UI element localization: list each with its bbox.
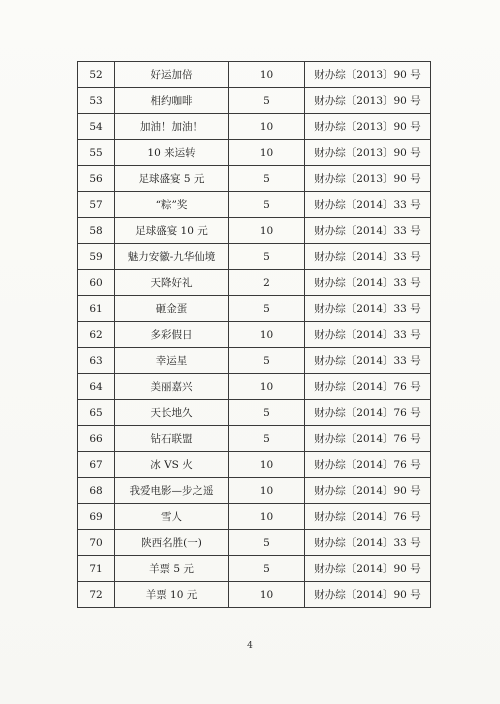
game-name-cell: 雪人	[115, 504, 229, 530]
row-number-cell: 66	[78, 426, 115, 452]
game-name-cell: 幸运星	[115, 348, 229, 374]
game-name-cell: 砸金蛋	[115, 296, 229, 322]
row-number-cell: 67	[78, 452, 115, 478]
game-name-cell: 陕西名胜(一)	[115, 530, 229, 556]
row-number-cell: 63	[78, 348, 115, 374]
row-number-cell: 55	[78, 140, 115, 166]
document-number-cell: 财办综〔2014〕33 号	[305, 296, 431, 322]
game-name-cell: 相约咖啡	[115, 88, 229, 114]
document-number-cell: 财办综〔2014〕33 号	[305, 530, 431, 556]
price-cell: 5	[229, 192, 305, 218]
document-number-cell: 财办综〔2014〕90 号	[305, 556, 431, 582]
row-number-cell: 70	[78, 530, 115, 556]
row-number-cell: 53	[78, 88, 115, 114]
price-cell: 5	[229, 296, 305, 322]
price-cell: 10	[229, 504, 305, 530]
table-row	[78, 114, 431, 140]
price-cell: 10	[229, 322, 305, 348]
page-number: 4	[247, 641, 253, 651]
document-number-cell: 财办综〔2013〕90 号	[305, 88, 431, 114]
game-name-cell: 天长地久	[115, 400, 229, 426]
game-name-cell: 冰 VS 火	[115, 452, 229, 478]
row-number-cell: 68	[78, 478, 115, 504]
table-row	[78, 218, 431, 244]
document-number-cell: 财办综〔2013〕90 号	[305, 166, 431, 192]
game-name-cell: 羊票 5 元	[115, 556, 229, 582]
document-number-cell: 财办综〔2014〕33 号	[305, 322, 431, 348]
table-row	[78, 322, 431, 348]
game-name-cell: 好运加倍	[115, 62, 229, 88]
game-name-cell: 羊票 10 元	[115, 582, 229, 608]
document-number-cell: 财办综〔2014〕90 号	[305, 582, 431, 608]
game-name-cell: 10 来运转	[115, 140, 229, 166]
table-row	[78, 166, 431, 192]
table-row	[78, 478, 431, 504]
price-cell: 5	[229, 166, 305, 192]
lottery-ticket-table	[77, 61, 431, 608]
row-number-cell: 52	[78, 62, 115, 88]
price-cell: 10	[229, 218, 305, 244]
price-cell: 10	[229, 140, 305, 166]
price-cell: 5	[229, 530, 305, 556]
game-name-cell: 我爱电影—步之遥	[115, 478, 229, 504]
table-row	[78, 400, 431, 426]
game-name-cell: 多彩假日	[115, 322, 229, 348]
table-row	[78, 244, 431, 270]
table-row	[78, 348, 431, 374]
row-number-cell: 64	[78, 374, 115, 400]
row-number-cell: 60	[78, 270, 115, 296]
document-number-cell: 财办综〔2014〕33 号	[305, 244, 431, 270]
price-cell: 10	[229, 582, 305, 608]
row-number-cell: 56	[78, 166, 115, 192]
price-cell: 10	[229, 452, 305, 478]
document-number-cell: 财办综〔2014〕76 号	[305, 504, 431, 530]
table-body	[78, 62, 431, 608]
table-row	[78, 452, 431, 478]
price-cell: 5	[229, 426, 305, 452]
row-number-cell: 58	[78, 218, 115, 244]
table-row	[78, 582, 431, 608]
table-row	[78, 530, 431, 556]
price-cell: 10	[229, 478, 305, 504]
row-number-cell: 65	[78, 400, 115, 426]
price-cell: 10	[229, 374, 305, 400]
game-name-cell: 魅力安徽-九华仙境	[115, 244, 229, 270]
price-cell: 5	[229, 556, 305, 582]
row-number-cell: 71	[78, 556, 115, 582]
document-number-cell: 财办综〔2014〕33 号	[305, 218, 431, 244]
game-name-cell: 足球盛宴 5 元	[115, 166, 229, 192]
document-number-cell: 财办综〔2014〕33 号	[305, 270, 431, 296]
price-cell: 10	[229, 62, 305, 88]
game-name-cell: 美丽嘉兴	[115, 374, 229, 400]
price-cell: 5	[229, 88, 305, 114]
document-number-cell: 财办综〔2014〕76 号	[305, 452, 431, 478]
document-number-cell: 财办综〔2014〕76 号	[305, 374, 431, 400]
price-cell: 10	[229, 114, 305, 140]
game-name-cell: 天降好礼	[115, 270, 229, 296]
document-number-cell: 财办综〔2014〕33 号	[305, 192, 431, 218]
row-number-cell: 57	[78, 192, 115, 218]
row-number-cell: 61	[78, 296, 115, 322]
document-number-cell: 财办综〔2014〕76 号	[305, 400, 431, 426]
table-row	[78, 88, 431, 114]
row-number-cell: 54	[78, 114, 115, 140]
document-number-cell: 财办综〔2014〕76 号	[305, 426, 431, 452]
row-number-cell: 62	[78, 322, 115, 348]
row-number-cell: 69	[78, 504, 115, 530]
document-number-cell: 财办综〔2013〕90 号	[305, 140, 431, 166]
document-number-cell: 财办综〔2013〕90 号	[305, 62, 431, 88]
table-row	[78, 140, 431, 166]
table-row	[78, 374, 431, 400]
price-cell: 5	[229, 400, 305, 426]
game-name-cell: 钻石联盟	[115, 426, 229, 452]
price-cell: 5	[229, 348, 305, 374]
table-row	[78, 296, 431, 322]
row-number-cell: 59	[78, 244, 115, 270]
game-name-cell: 足球盛宴 10 元	[115, 218, 229, 244]
game-name-cell: “粽”奖	[115, 192, 229, 218]
price-cell: 5	[229, 244, 305, 270]
game-name-cell: 加油！加油！	[115, 114, 229, 140]
table-row	[78, 192, 431, 218]
table-row	[78, 270, 431, 296]
table-row	[78, 556, 431, 582]
price-cell: 2	[229, 270, 305, 296]
table-row	[78, 426, 431, 452]
table-row	[78, 62, 431, 88]
document-number-cell: 财办综〔2013〕90 号	[305, 114, 431, 140]
document-number-cell: 财办综〔2014〕33 号	[305, 348, 431, 374]
row-number-cell: 72	[78, 582, 115, 608]
document-number-cell: 财办综〔2014〕90 号	[305, 478, 431, 504]
table-row	[78, 504, 431, 530]
